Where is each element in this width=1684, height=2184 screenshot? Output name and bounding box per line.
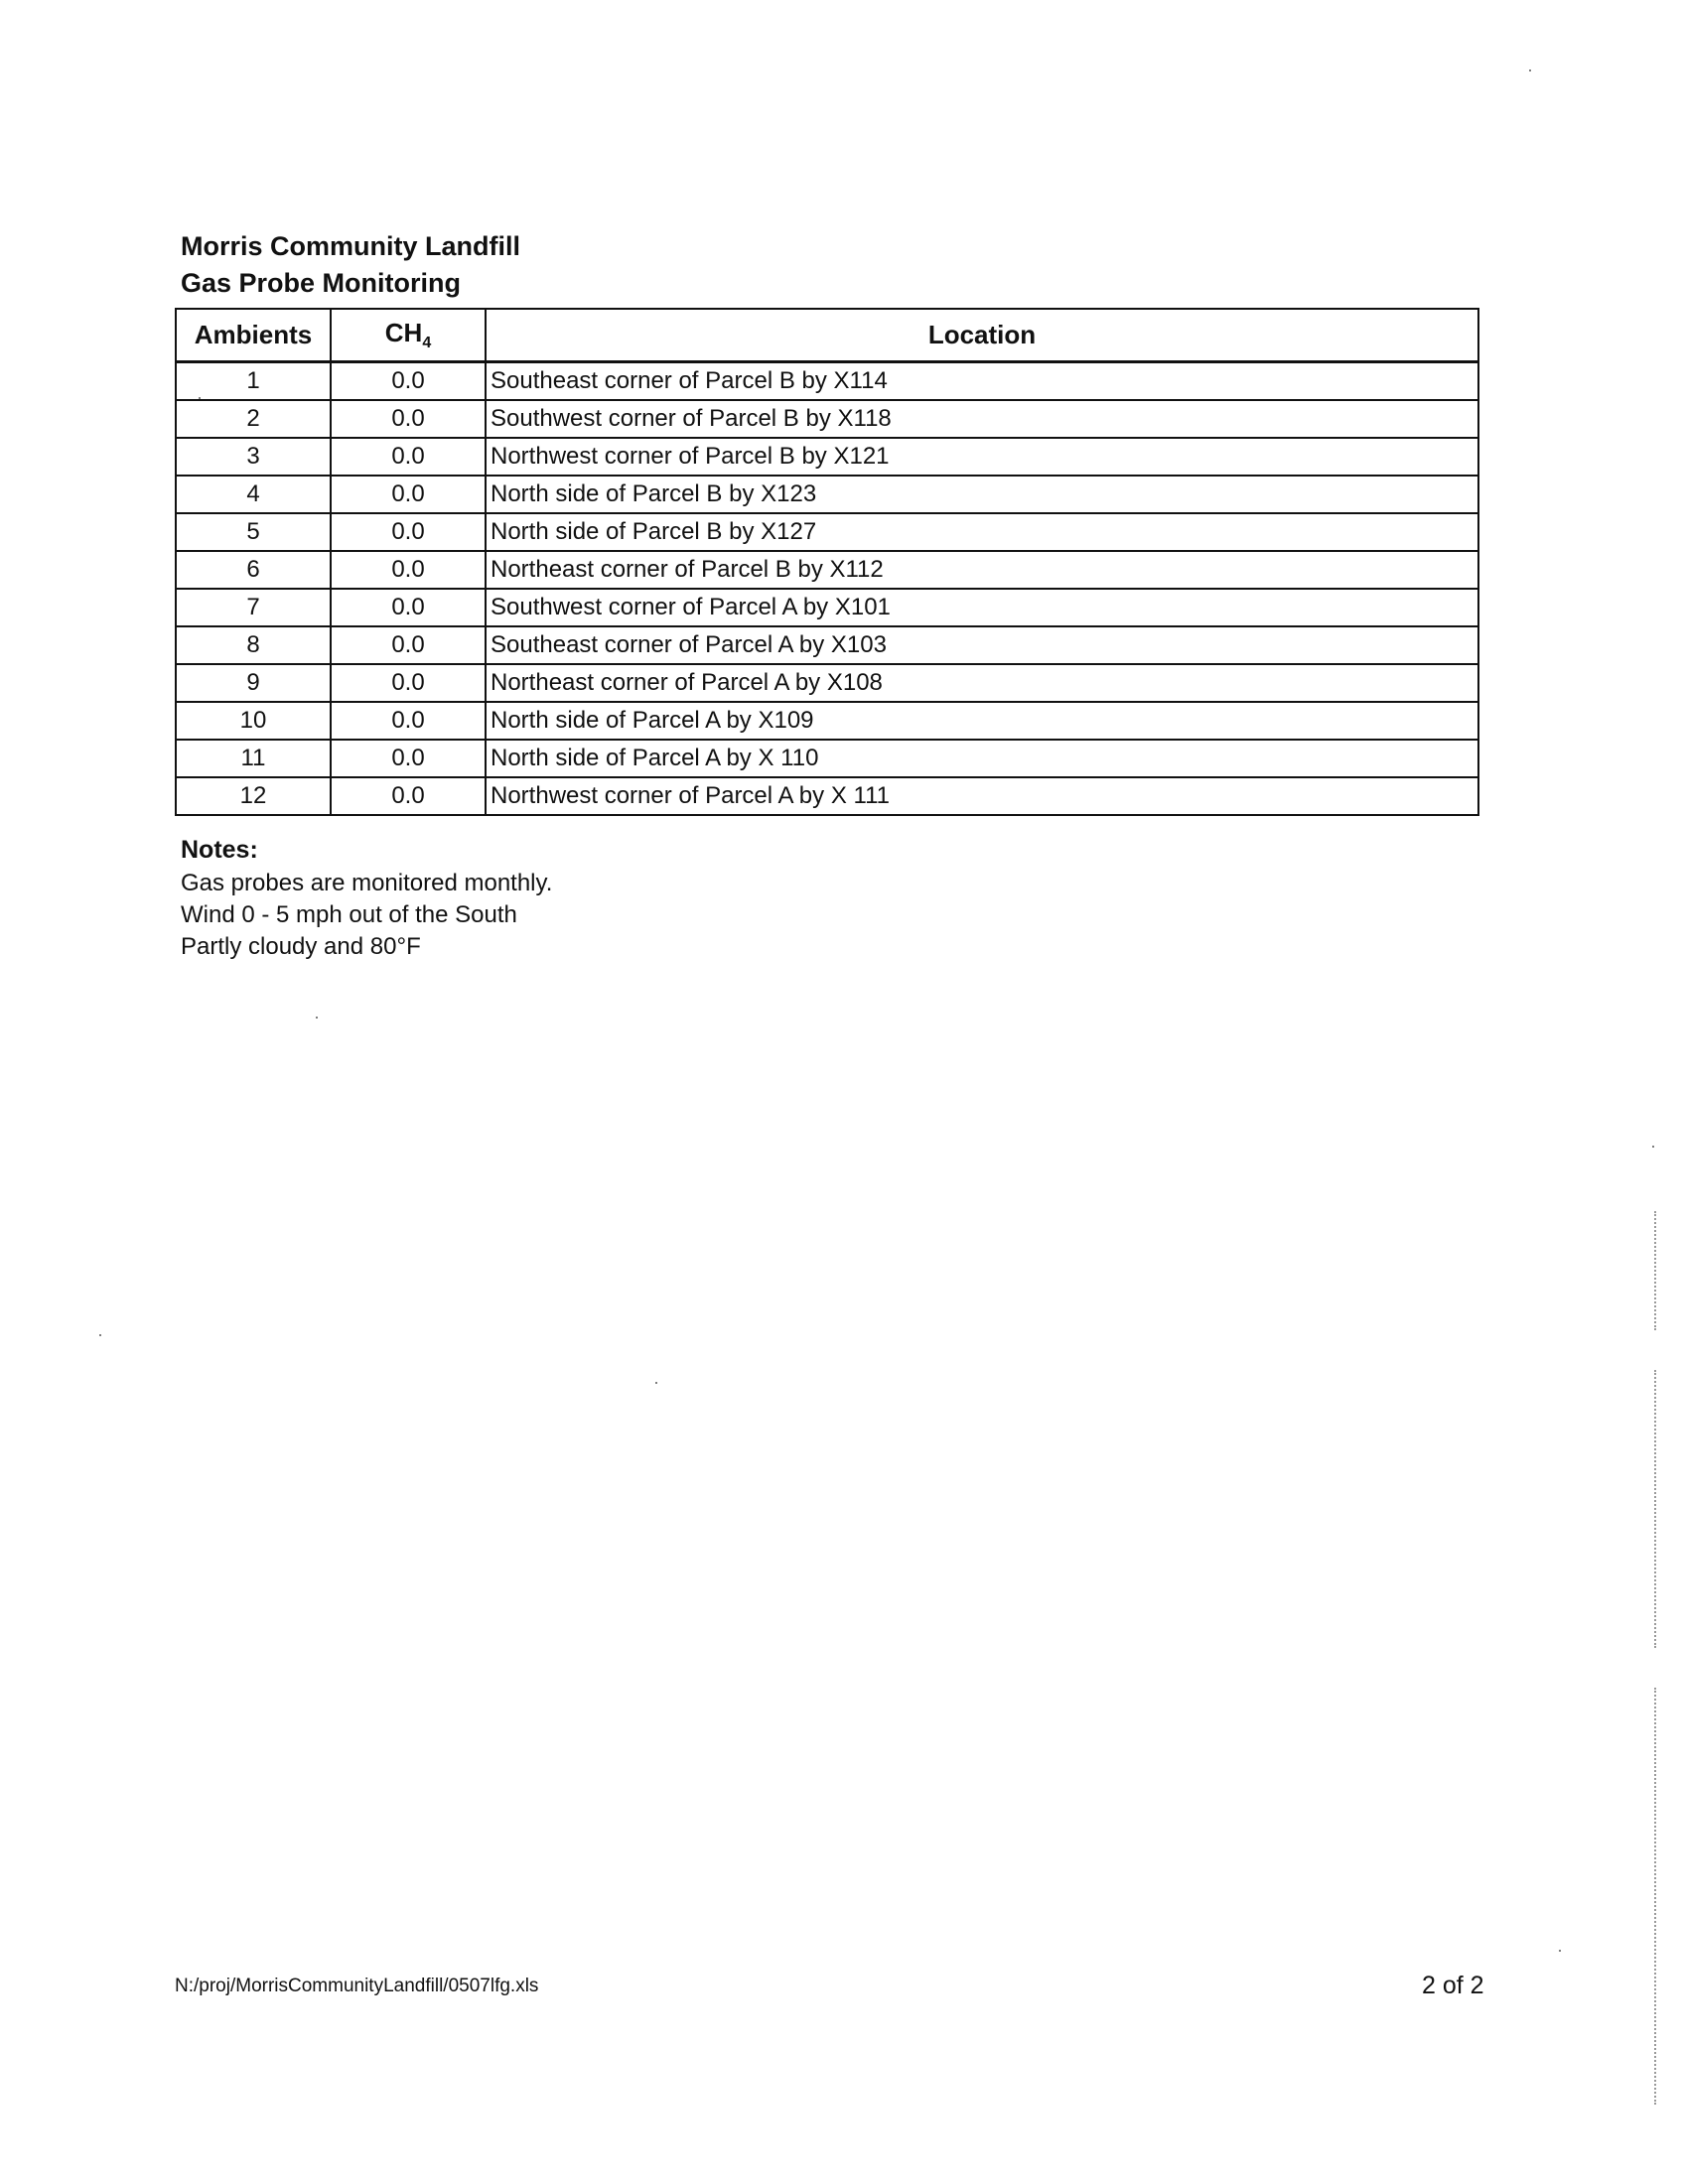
ambient-cell: 9 [176,664,331,702]
ch4-cell: 0.0 [331,777,486,815]
table-row [176,702,1478,740]
header-ch4-base: CH [384,317,423,347]
ch4-cell: 0.0 [331,476,486,513]
ambient-cell: 4 [176,476,331,513]
ch4-cell: 0.0 [331,400,486,438]
scan-speck [655,1382,657,1384]
ambient-cell: 10 [176,702,331,740]
ambient-cell: 2 [176,400,331,438]
ambient-cell: 8 [176,626,331,664]
location-cell: Southeast corner of Parcel B by X114 [486,362,1478,401]
ambient-cell: 7 [176,589,331,626]
header-ambients: Ambients [176,309,331,362]
ambient-cell: 3 [176,438,331,476]
ch4-cell: 0.0 [331,362,486,401]
footer-page-number: 2 of 2 [1422,1972,1484,1999]
location-cell: Southeast corner of Parcel A by X103 [486,626,1478,664]
scan-edge-marks [1654,1688,1658,2105]
ch4-cell: 0.0 [331,664,486,702]
ch4-cell: 0.0 [331,626,486,664]
note-line: Gas probes are monitored monthly. [181,870,553,896]
scan-edge-marks [1654,1211,1658,1330]
ambient-cell: 12 [176,777,331,815]
ch4-cell: 0.0 [331,740,486,777]
ch4-cell: 0.0 [331,702,486,740]
table-row [176,476,1478,513]
ambient-cell: 11 [176,740,331,777]
scan-speck [316,1017,318,1019]
table-row [176,777,1478,815]
scan-speck [99,1334,101,1336]
scan-speck [199,397,201,399]
location-cell: Northwest corner of Parcel A by X 111 [486,777,1478,815]
location-cell: Northeast corner of Parcel A by X108 [486,664,1478,702]
table-header-row [176,309,1478,362]
ch4-cell: 0.0 [331,589,486,626]
header-ch4-subscript: 4 [422,335,432,352]
ambient-cell: 6 [176,551,331,589]
location-cell: North side of Parcel A by X 110 [486,740,1478,777]
table-row [176,626,1478,664]
scan-speck [1652,1146,1654,1148]
scan-speck [1529,69,1531,71]
table-row [176,400,1478,438]
gas-probe-table [175,308,1479,816]
note-line: Wind 0 - 5 mph out of the South [181,901,517,928]
table-row [176,740,1478,777]
location-cell: North side of Parcel B by X127 [486,513,1478,551]
location-cell: North side of Parcel A by X109 [486,702,1478,740]
location-cell: Northwest corner of Parcel B by X121 [486,438,1478,476]
location-cell: Southwest corner of Parcel B by X118 [486,400,1478,438]
location-cell: Northeast corner of Parcel B by X112 [486,551,1478,589]
scan-edge-marks [1654,1370,1658,1648]
note-line: Partly cloudy and 80°F [181,933,421,960]
document-header [181,228,520,302]
location-cell: North side of Parcel B by X123 [486,476,1478,513]
scan-speck [1559,1950,1561,1952]
ambient-cell: 1 [176,362,331,401]
header-ch4 [331,309,486,362]
table-row [176,589,1478,626]
table-row [176,438,1478,476]
table-row [176,664,1478,702]
notes-heading: Notes: [181,836,258,864]
ch4-cell: 0.0 [331,551,486,589]
ch4-cell: 0.0 [331,438,486,476]
table-row [176,362,1478,401]
document-title: Morris Community Landfill [181,231,521,261]
ambient-cell: 5 [176,513,331,551]
table-row [176,513,1478,551]
notes-section [181,834,552,963]
ch4-cell: 0.0 [331,513,486,551]
location-cell: Southwest corner of Parcel A by X101 [486,589,1478,626]
header-location: Location [486,309,1478,362]
footer-file-path: N:/proj/MorrisCommunityLandfill/0507lfg.xls [175,1976,539,1996]
table-row [176,551,1478,589]
document-subtitle: Gas Probe Monitoring [181,268,462,298]
